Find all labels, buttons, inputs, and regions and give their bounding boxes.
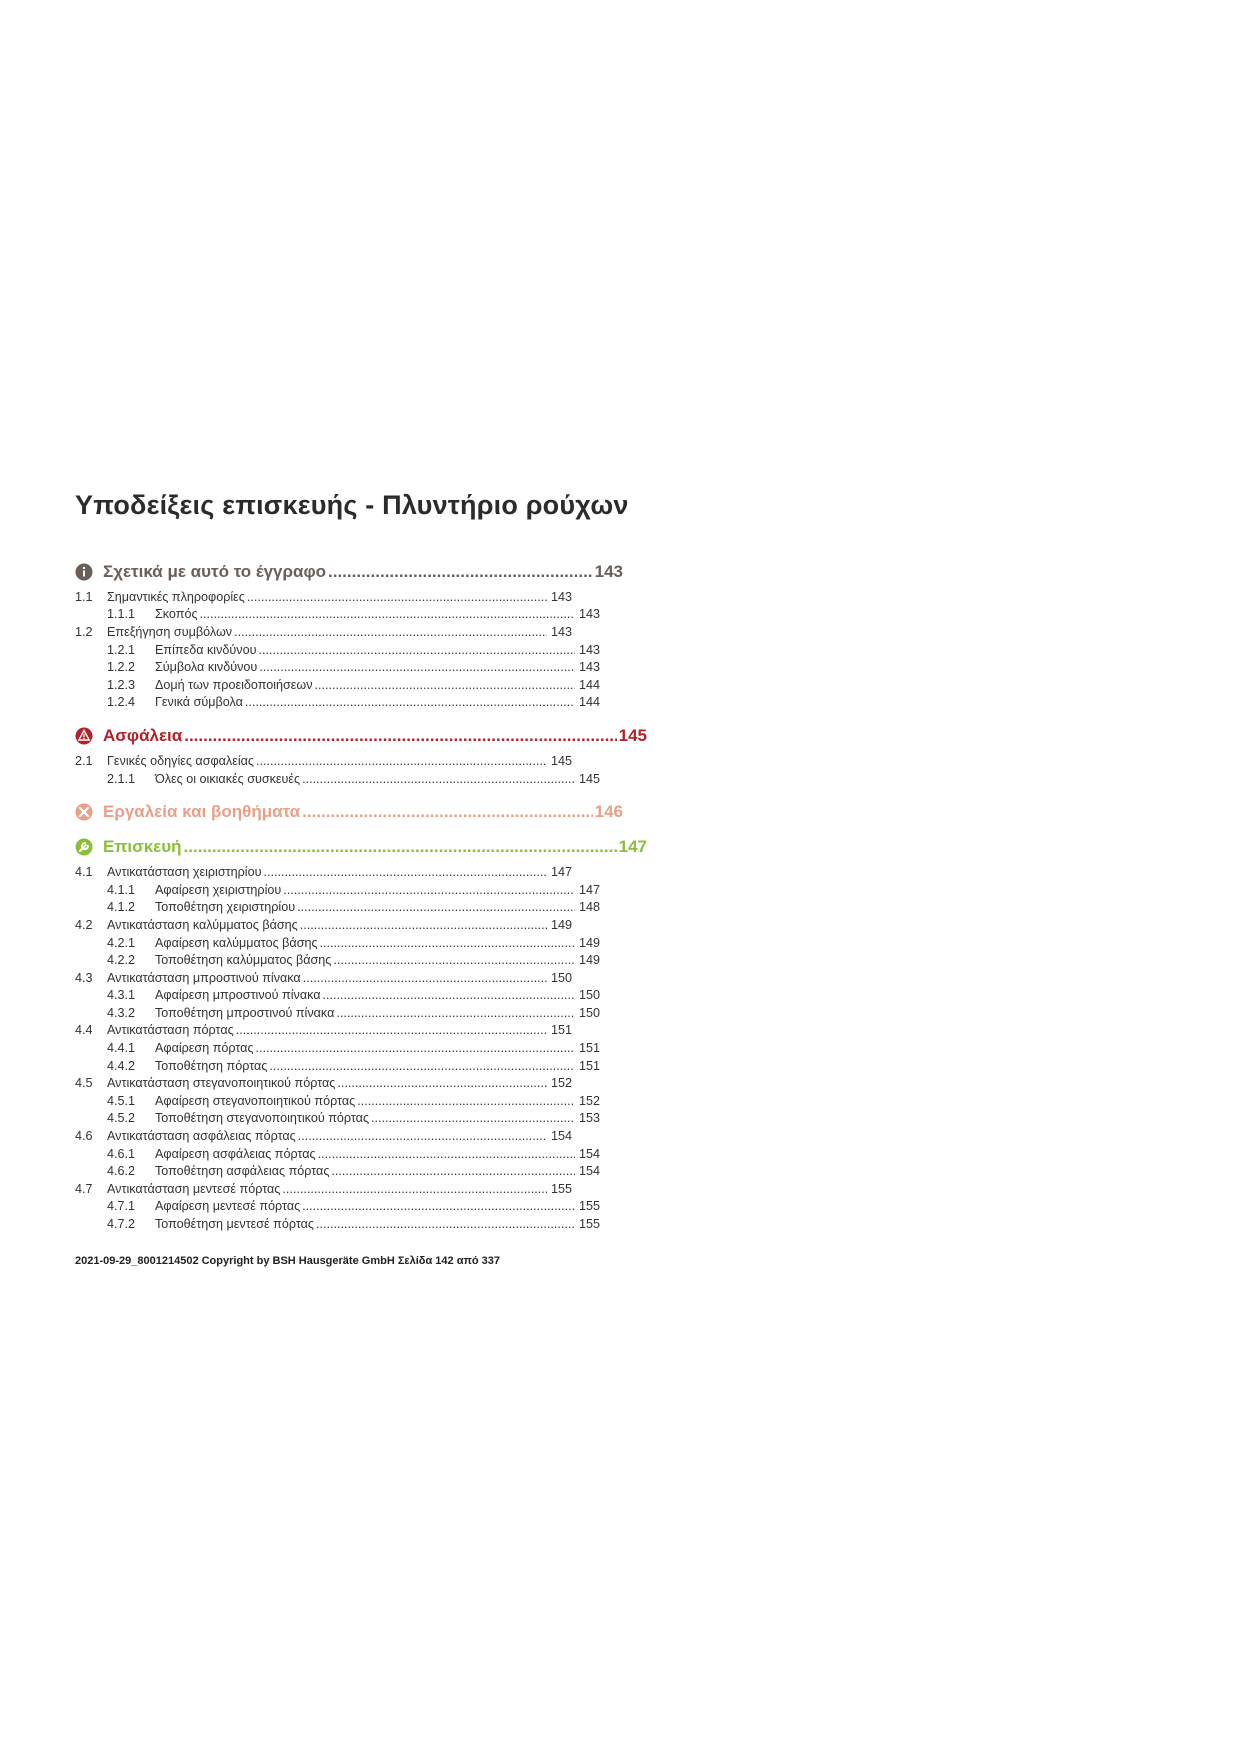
toc-entry-title: Σύμβολα κινδύνου bbox=[155, 660, 258, 675]
dot-leader bbox=[282, 1182, 547, 1196]
dot-leader bbox=[357, 1094, 575, 1108]
toc-entry-page: 149 bbox=[578, 953, 600, 968]
toc-entry-page: 154 bbox=[550, 1129, 572, 1144]
toc-entry-page: 153 bbox=[578, 1111, 600, 1126]
toc-entry-page: 148 bbox=[578, 900, 600, 915]
section-gap bbox=[75, 787, 675, 801]
dot-leader bbox=[333, 953, 575, 967]
toc-entry-number: 4.7 bbox=[75, 1181, 93, 1196]
toc-entry-title: Αντικατάσταση πόρτας bbox=[107, 1023, 234, 1038]
toc-entry[interactable] bbox=[75, 1127, 572, 1145]
toc-entry-number: 4.3 bbox=[75, 970, 93, 985]
toc-entry-title: Αφαίρεση πόρτας bbox=[155, 1041, 254, 1056]
toc-section-label: Σχετικά με αυτό το έγγραφο bbox=[103, 561, 327, 581]
toc-entry[interactable] bbox=[75, 863, 572, 881]
dot-leader bbox=[245, 695, 575, 709]
toc-entry-number: 4.3.2 bbox=[107, 1005, 136, 1020]
dot-leader bbox=[258, 643, 575, 657]
toc-entry-page: 155 bbox=[550, 1181, 572, 1196]
toc-entry-number: 4.6.2 bbox=[107, 1164, 136, 1179]
toc-entry-number: 4.6.1 bbox=[107, 1146, 136, 1161]
repair-icon bbox=[75, 838, 93, 856]
toc-entry-title: Αντικατάσταση καλύμματος βάσης bbox=[107, 917, 298, 932]
toc-entry[interactable] bbox=[75, 1004, 600, 1022]
toc-entry-page: 154 bbox=[578, 1164, 600, 1179]
toc-entry-page: 145 bbox=[550, 753, 572, 768]
toc-entry[interactable] bbox=[75, 1074, 572, 1092]
dot-leader bbox=[184, 726, 616, 746]
section-gap bbox=[75, 822, 675, 836]
dot-leader bbox=[328, 562, 593, 582]
toc-entry-number: 4.5.1 bbox=[107, 1093, 136, 1108]
toc-section-label: Επισκευή bbox=[103, 836, 182, 856]
dot-leader bbox=[302, 772, 575, 786]
toc-entry-title: Σκοπός bbox=[155, 607, 198, 622]
toc-section-label: Εργαλεία και βοηθήματα bbox=[103, 801, 301, 821]
toc-entry-number: 1.1.1 bbox=[107, 607, 136, 622]
toc-section-page: 146 bbox=[594, 801, 623, 821]
toc-entry[interactable] bbox=[75, 1145, 600, 1163]
info-icon bbox=[75, 563, 93, 581]
tools-icon bbox=[75, 803, 93, 821]
toc-entry-title: Αντικατάσταση μεντεσέ πόρτας bbox=[107, 1181, 281, 1196]
toc-entry-number: 4.4 bbox=[75, 1023, 93, 1038]
toc-entry[interactable] bbox=[75, 1162, 600, 1180]
toc-entry[interactable] bbox=[75, 606, 600, 624]
toc-section-heading[interactable] bbox=[75, 561, 623, 582]
toc-entry-number: 4.4.2 bbox=[107, 1058, 136, 1073]
toc-entry[interactable] bbox=[75, 1022, 572, 1040]
toc-entry-title: Τοποθέτηση πόρτας bbox=[155, 1058, 268, 1073]
page-footer: 2021-09-29_8001214502 Copyright by BSH Hausgeräte GmbH Σελίδα 142 από 337 bbox=[75, 1255, 501, 1267]
toc-entry-page: 151 bbox=[578, 1041, 600, 1056]
toc-entry-page: 150 bbox=[578, 988, 600, 1003]
toc-entry-title: Αντικατάσταση ασφάλειας πόρτας bbox=[107, 1129, 296, 1144]
dot-leader bbox=[303, 971, 547, 985]
toc-entry-page: 143 bbox=[550, 624, 572, 639]
toc-entry-number: 1.2 bbox=[75, 624, 93, 639]
toc-entry-page: 147 bbox=[550, 865, 572, 880]
toc-entry-title: Αντικατάσταση χειριστηρίου bbox=[107, 865, 262, 880]
toc-entry-page: 151 bbox=[550, 1023, 572, 1038]
toc-entry[interactable] bbox=[75, 1215, 600, 1233]
toc-entry-page: 152 bbox=[550, 1076, 572, 1091]
toc-entry-page: 149 bbox=[578, 935, 600, 950]
toc-entry[interactable] bbox=[75, 1092, 600, 1110]
toc-section-label: Ασφάλεια bbox=[103, 725, 183, 745]
dot-leader bbox=[302, 802, 592, 822]
warning-icon bbox=[75, 727, 93, 745]
toc-entry-title: Αφαίρεση μεντεσέ πόρτας bbox=[155, 1199, 301, 1214]
toc-entry-title: Αφαίρεση ασφάλειας πόρτας bbox=[155, 1146, 316, 1161]
toc-entry[interactable] bbox=[75, 987, 600, 1005]
toc-entry[interactable] bbox=[75, 881, 600, 899]
toc-entry-title: Τοποθέτηση στεγανοποιητικού πόρτας bbox=[155, 1111, 370, 1126]
toc-entry[interactable] bbox=[75, 623, 572, 641]
toc-entry-number: 4.6 bbox=[75, 1129, 93, 1144]
toc-entry[interactable] bbox=[75, 969, 572, 987]
toc-section-page: 143 bbox=[594, 561, 623, 581]
toc-entry-page: 155 bbox=[578, 1199, 600, 1214]
toc-entry-page: 144 bbox=[578, 677, 600, 692]
toc-entry-title: Αντικατάσταση στεγανοποιητικού πόρτας bbox=[107, 1076, 336, 1091]
toc-section-heading[interactable] bbox=[75, 725, 647, 746]
toc-entry-page: 143 bbox=[578, 660, 600, 675]
toc-entry-page: 144 bbox=[578, 695, 600, 710]
toc-entry-title: Σημαντικές πληροφορίες bbox=[107, 589, 245, 604]
toc-entry-title: Αφαίρεση στεγανοποιητικού πόρτας bbox=[155, 1093, 356, 1108]
dot-leader bbox=[184, 837, 617, 857]
toc-entry-number: 4.2.2 bbox=[107, 953, 136, 968]
toc-entry[interactable] bbox=[75, 916, 572, 934]
dot-leader bbox=[331, 1164, 575, 1178]
toc-entry-title: Τοποθέτηση μεντεσέ πόρτας bbox=[155, 1217, 314, 1232]
toc-entry[interactable] bbox=[75, 694, 600, 712]
toc-entry-number: 4.3.1 bbox=[107, 988, 136, 1003]
toc-entry-page: 150 bbox=[578, 1005, 600, 1020]
dot-leader bbox=[200, 607, 575, 621]
toc-entry-title: Επίπεδα κινδύνου bbox=[155, 642, 257, 657]
toc-entry-page: 145 bbox=[578, 771, 600, 786]
toc-entry[interactable] bbox=[75, 951, 600, 969]
dot-leader bbox=[256, 754, 547, 768]
dot-leader bbox=[256, 1041, 575, 1055]
dot-leader bbox=[336, 1006, 575, 1020]
toc-entry-page: 152 bbox=[578, 1093, 600, 1108]
toc-entry-number: 4.2.1 bbox=[107, 935, 136, 950]
toc-entry-title: Αφαίρεση καλύμματος βάσης bbox=[155, 935, 318, 950]
toc-section-page: 147 bbox=[618, 836, 647, 856]
toc-entry[interactable] bbox=[75, 752, 572, 770]
toc-entry-page: 149 bbox=[550, 917, 572, 932]
toc-entry-number: 4.5.2 bbox=[107, 1111, 136, 1126]
toc-entry-page: 155 bbox=[578, 1217, 600, 1232]
section-gap bbox=[75, 711, 675, 725]
dot-leader bbox=[298, 1129, 547, 1143]
dot-leader bbox=[315, 678, 575, 692]
dot-leader bbox=[300, 918, 547, 932]
toc-entry[interactable] bbox=[75, 588, 572, 606]
toc-entry-title: Αφαίρεση μπροστινού πίνακα bbox=[155, 988, 321, 1003]
toc-entry[interactable] bbox=[75, 770, 600, 788]
toc-entry[interactable] bbox=[75, 899, 600, 917]
toc-entry-title: Επεξήγηση συμβόλων bbox=[107, 624, 233, 639]
dot-leader bbox=[323, 988, 575, 1002]
toc-entry-page: 154 bbox=[578, 1146, 600, 1161]
toc-entry[interactable] bbox=[75, 658, 600, 676]
toc-entry-page: 143 bbox=[550, 589, 572, 604]
toc-entry-title: Αφαίρεση χειριστηρίου bbox=[155, 882, 282, 897]
toc-entry-number: 4.5 bbox=[75, 1076, 93, 1091]
toc-entry[interactable] bbox=[75, 641, 600, 659]
dot-leader bbox=[337, 1076, 547, 1090]
dot-leader bbox=[320, 936, 575, 950]
dot-leader bbox=[302, 1199, 575, 1213]
toc-entry[interactable] bbox=[75, 1057, 600, 1075]
toc-entry-title: Γενικές οδηγίες ασφαλείας bbox=[107, 753, 254, 768]
toc-entry[interactable] bbox=[75, 934, 600, 952]
dot-leader bbox=[247, 590, 547, 604]
toc-entry-number: 4.7.1 bbox=[107, 1199, 136, 1214]
toc-entry-title: Τοποθέτηση χειριστηρίου bbox=[155, 900, 296, 915]
toc-section-heading[interactable] bbox=[75, 836, 647, 857]
toc-entry-title: Δομή των προειδοποιήσεων bbox=[155, 677, 313, 692]
page-title: Υποδείξεις επισκευής - Πλυντήριο ρούχων bbox=[75, 490, 629, 520]
toc-entry-title: Αντικατάσταση μπροστινού πίνακα bbox=[107, 970, 301, 985]
dot-leader bbox=[283, 883, 575, 897]
toc-entry-title: Όλες οι οικιακές συσκευές bbox=[155, 771, 301, 786]
toc-entry[interactable] bbox=[75, 1039, 600, 1057]
toc-entry-title: Τοποθέτηση μπροστινού πίνακα bbox=[155, 1005, 335, 1020]
toc-entry-page: 143 bbox=[578, 642, 600, 657]
toc-entry-page: 143 bbox=[578, 607, 600, 622]
dot-leader bbox=[259, 660, 575, 674]
toc-entry-number: 4.1 bbox=[75, 865, 93, 880]
toc-entry-number: 1.2.1 bbox=[107, 642, 136, 657]
dot-leader bbox=[269, 1059, 575, 1073]
toc-section-heading[interactable] bbox=[75, 801, 623, 822]
toc-entry-number: 1.2.4 bbox=[107, 695, 136, 710]
toc-entry[interactable] bbox=[75, 1198, 600, 1216]
dot-leader bbox=[263, 865, 547, 879]
toc-entry[interactable] bbox=[75, 1110, 600, 1128]
toc-entry-number: 4.4.1 bbox=[107, 1041, 136, 1056]
toc-section-page: 145 bbox=[618, 725, 647, 745]
dot-leader bbox=[234, 625, 547, 639]
toc-entry-number: 4.1.2 bbox=[107, 900, 136, 915]
dot-leader bbox=[297, 900, 575, 914]
toc-entry-number: 4.1.1 bbox=[107, 882, 136, 897]
toc-entry-number: 2.1 bbox=[75, 753, 93, 768]
toc-entry-page: 151 bbox=[578, 1058, 600, 1073]
toc-entry-title: Τοποθέτηση καλύμματος βάσης bbox=[155, 953, 332, 968]
toc-entry[interactable] bbox=[75, 1180, 572, 1198]
toc-entry-number: 4.7.2 bbox=[107, 1217, 136, 1232]
toc-entry-number: 4.2 bbox=[75, 917, 93, 932]
table-of-contents bbox=[75, 561, 675, 1233]
toc-entry-page: 150 bbox=[550, 970, 572, 985]
toc-entry[interactable] bbox=[75, 676, 600, 694]
toc-entry-page: 147 bbox=[578, 882, 600, 897]
toc-entry-number: 1.1 bbox=[75, 589, 93, 604]
dot-leader bbox=[318, 1147, 575, 1161]
dot-leader bbox=[316, 1217, 575, 1231]
dot-leader bbox=[371, 1111, 575, 1125]
toc-entry-number: 1.2.3 bbox=[107, 677, 136, 692]
toc-entry-number: 2.1.1 bbox=[107, 771, 136, 786]
dot-leader bbox=[236, 1023, 547, 1037]
toc-entry-number: 1.2.2 bbox=[107, 660, 136, 675]
toc-entry-title: Τοποθέτηση ασφάλειας πόρτας bbox=[155, 1164, 330, 1179]
toc-entry-title: Γενικά σύμβολα bbox=[155, 695, 243, 710]
